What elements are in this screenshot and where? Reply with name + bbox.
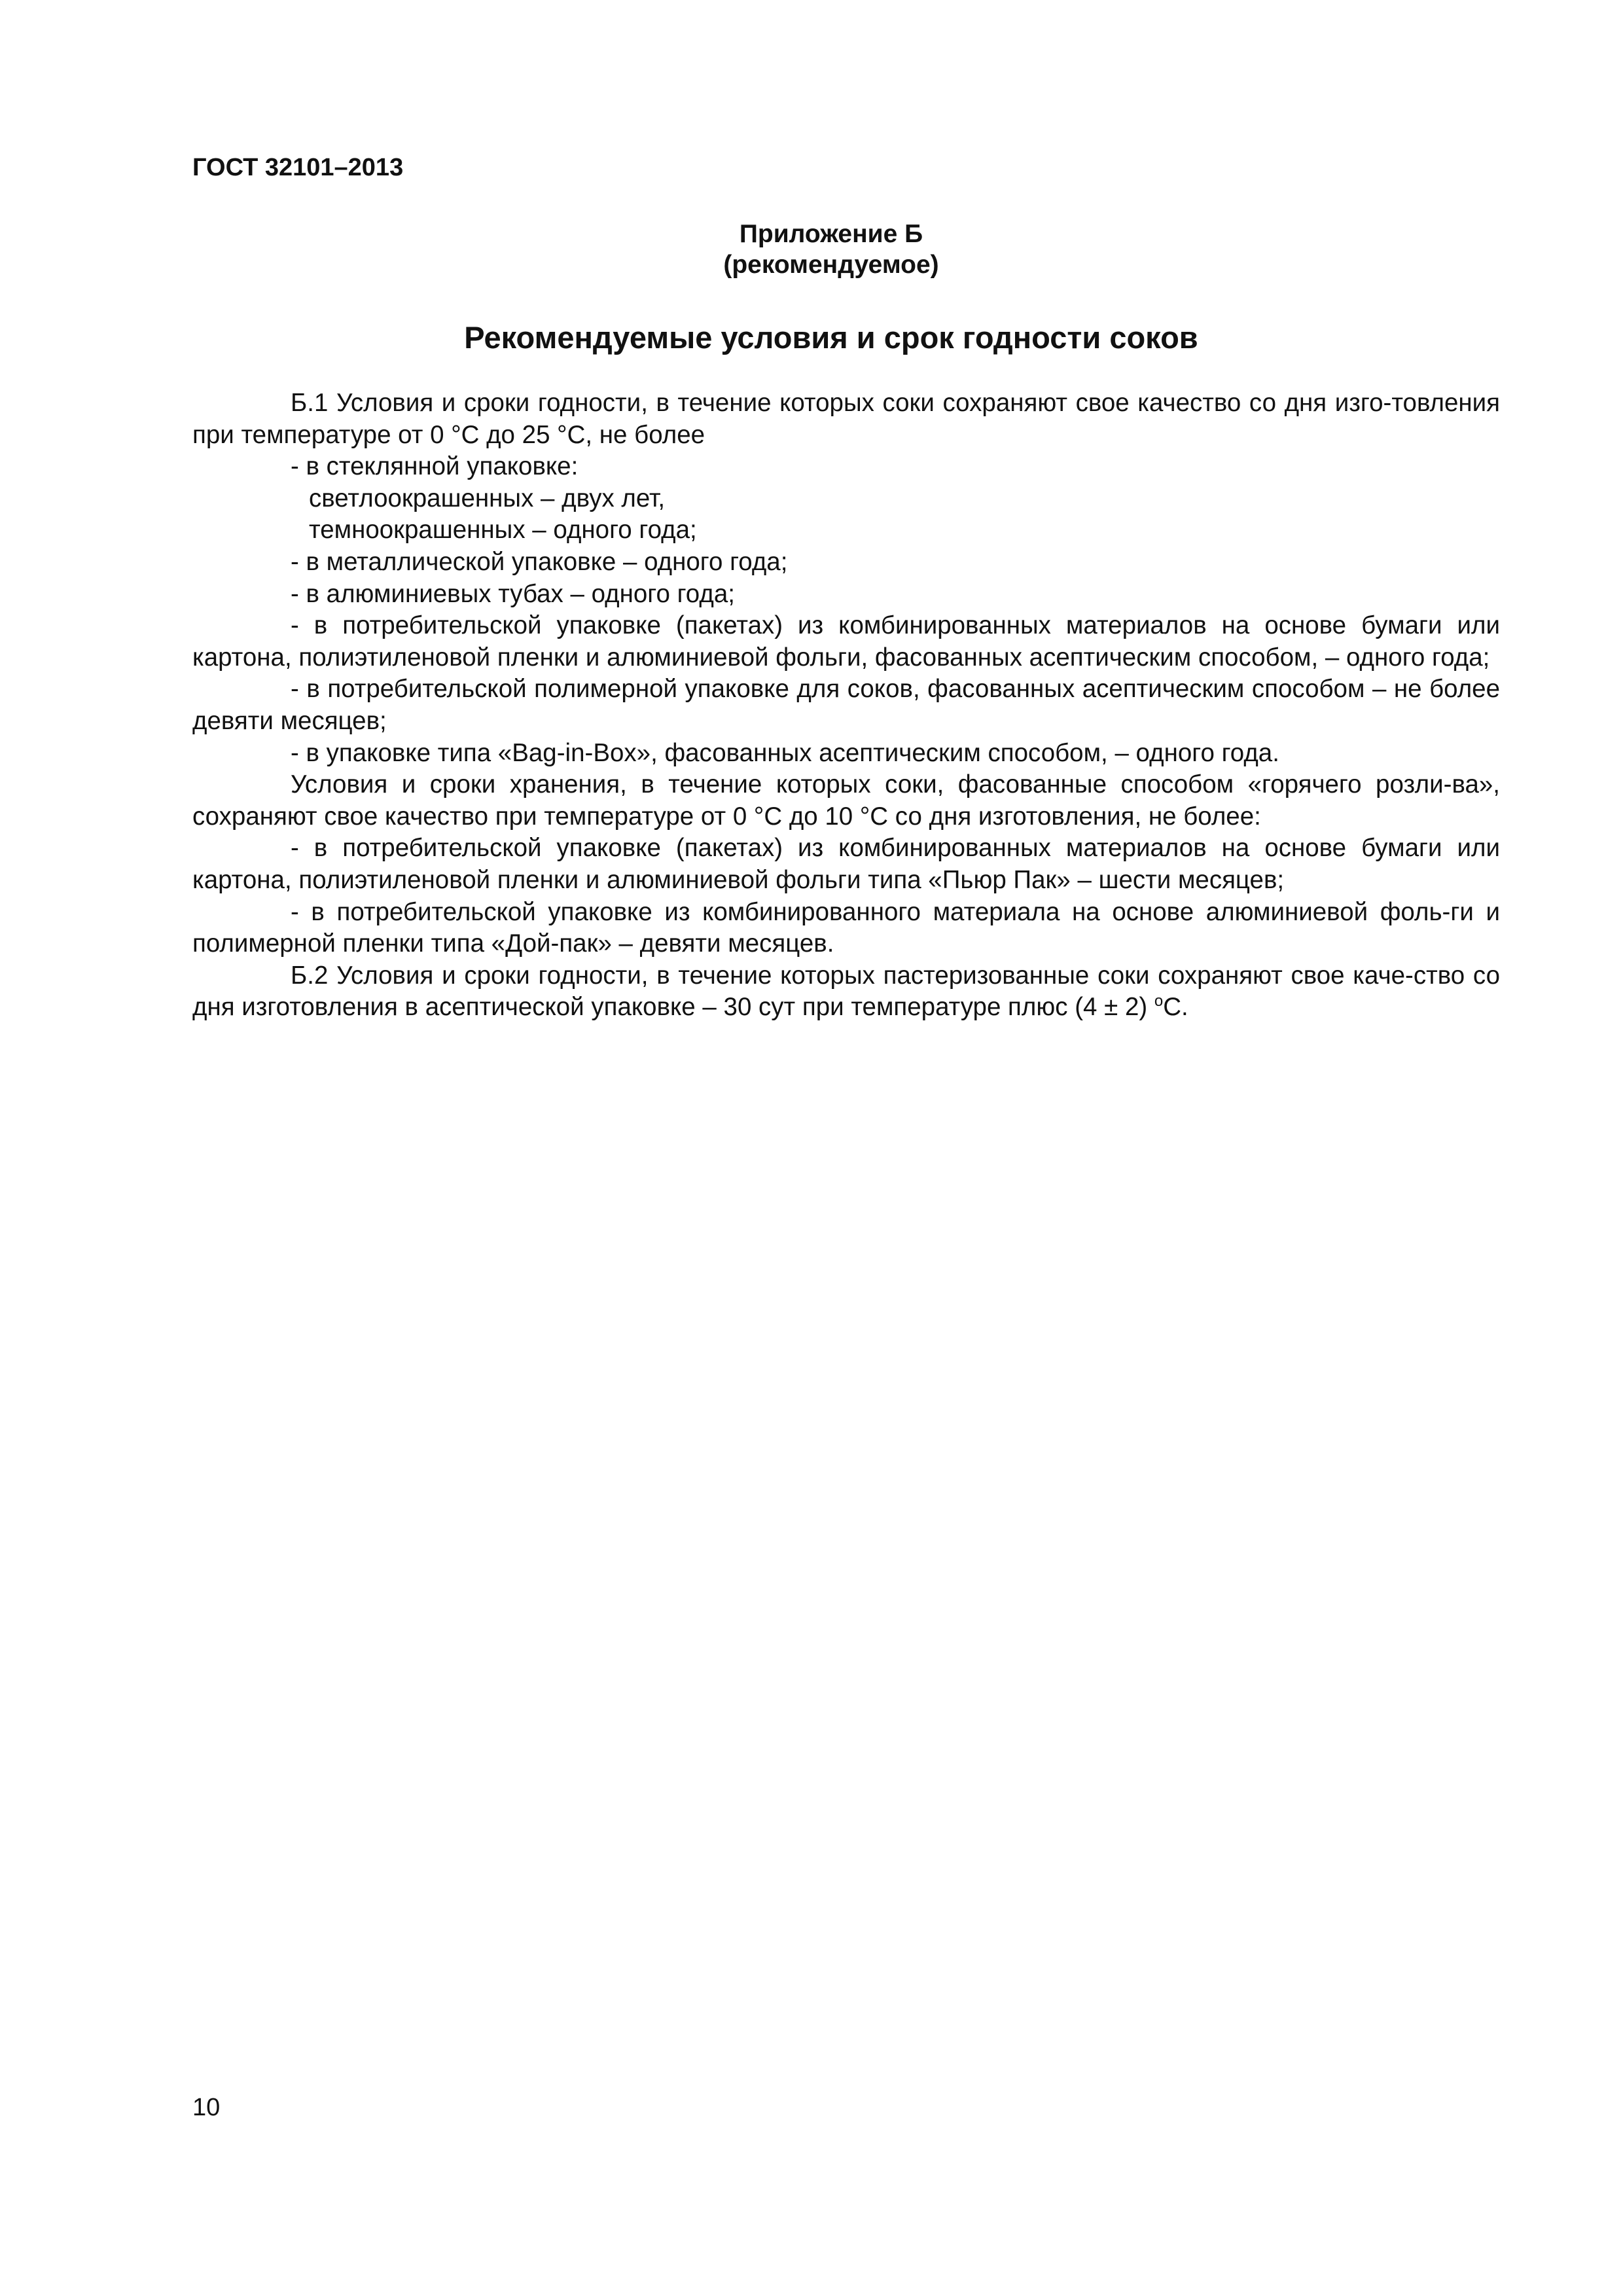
list-item-polymer: - в потребительской полимерной упаковке для соков, фасованных асептическим способом – не более девяти месяцев;: [192, 675, 1500, 735]
appendix-heading: [20, 219, 1623, 280]
list-item-metal: - в металлической упаковке – одного года;: [291, 547, 788, 576]
list-item-glass: - в стеклянной упаковке:: [291, 452, 579, 481]
paragraph-b2-text: Б.2 Условия и сроки годности, в течение которых пастеризованные соки сохраняют свое каче-ство со дня изготовления в асептической упаковке – 30 сут при температуре плюс (4 ± 2): [192, 961, 1500, 1022]
paragraph-b1-intro: Б.1 Условия и сроки годности, в течение которых соки сохраняют свое качество со дня изго-товления при температуре от 0 °С до 25 °С, не более: [192, 389, 1500, 449]
temperature-unit: С.: [1163, 993, 1188, 1022]
list-subitem-dark: темноокрашенных – одного года;: [309, 516, 697, 545]
degree-sign: о: [1154, 992, 1164, 1011]
appendix-status: (рекомендуемое): [723, 251, 939, 279]
document-code: ГОСТ 32101–2013: [192, 154, 404, 181]
list-item-aluminium-tubes: - в алюминиевых тубах – одного года;: [291, 579, 735, 608]
list-subitem-light: светлоокрашенных – двух лет,: [309, 484, 666, 512]
list-item-bag-in-box: - в упаковке типа «Bag-in-Box», фасованных асептическим способом, – одного года.: [291, 738, 1279, 767]
appendix-title: Приложение Б: [739, 220, 923, 248]
section-heading: Рекомендуемые условия и срок годности соков: [464, 320, 1198, 355]
list-item-combined-packets: - в потребительской упаковке (пакетах) из комбинированных материалов на основе бумаги или картона, полиэтиленовой пленки и алюминиевой фольги, фасованных асептическим способом, – одного года;: [192, 611, 1500, 672]
body-text: [192, 387, 1500, 1024]
paragraph-hot-fill: Условия и сроки хранения, в течение которых соки, фасованные способом «горячего розли-ва», сохраняют свое качество при температуре от 0 °С до 10 °С со дня изготовления, не более:: [192, 770, 1500, 831]
list-item-pure-pak: - в потребительской упаковке (пакетах) из комбинированных материалов на основе бумаги или картона, полиэтиленовой пленки и алюминиевой фольги типа «Пьюр Пак» – шести месяцев;: [192, 834, 1500, 894]
paragraph-b2: [192, 960, 1500, 1024]
list-item-doypack: - в потребительской упаковке из комбинированного материала на основе алюминиевой фоль-ги и полимерной пленки типа «Дой-пак» – девяти месяцев.: [192, 897, 1500, 958]
page-number: 10: [192, 2094, 221, 2121]
